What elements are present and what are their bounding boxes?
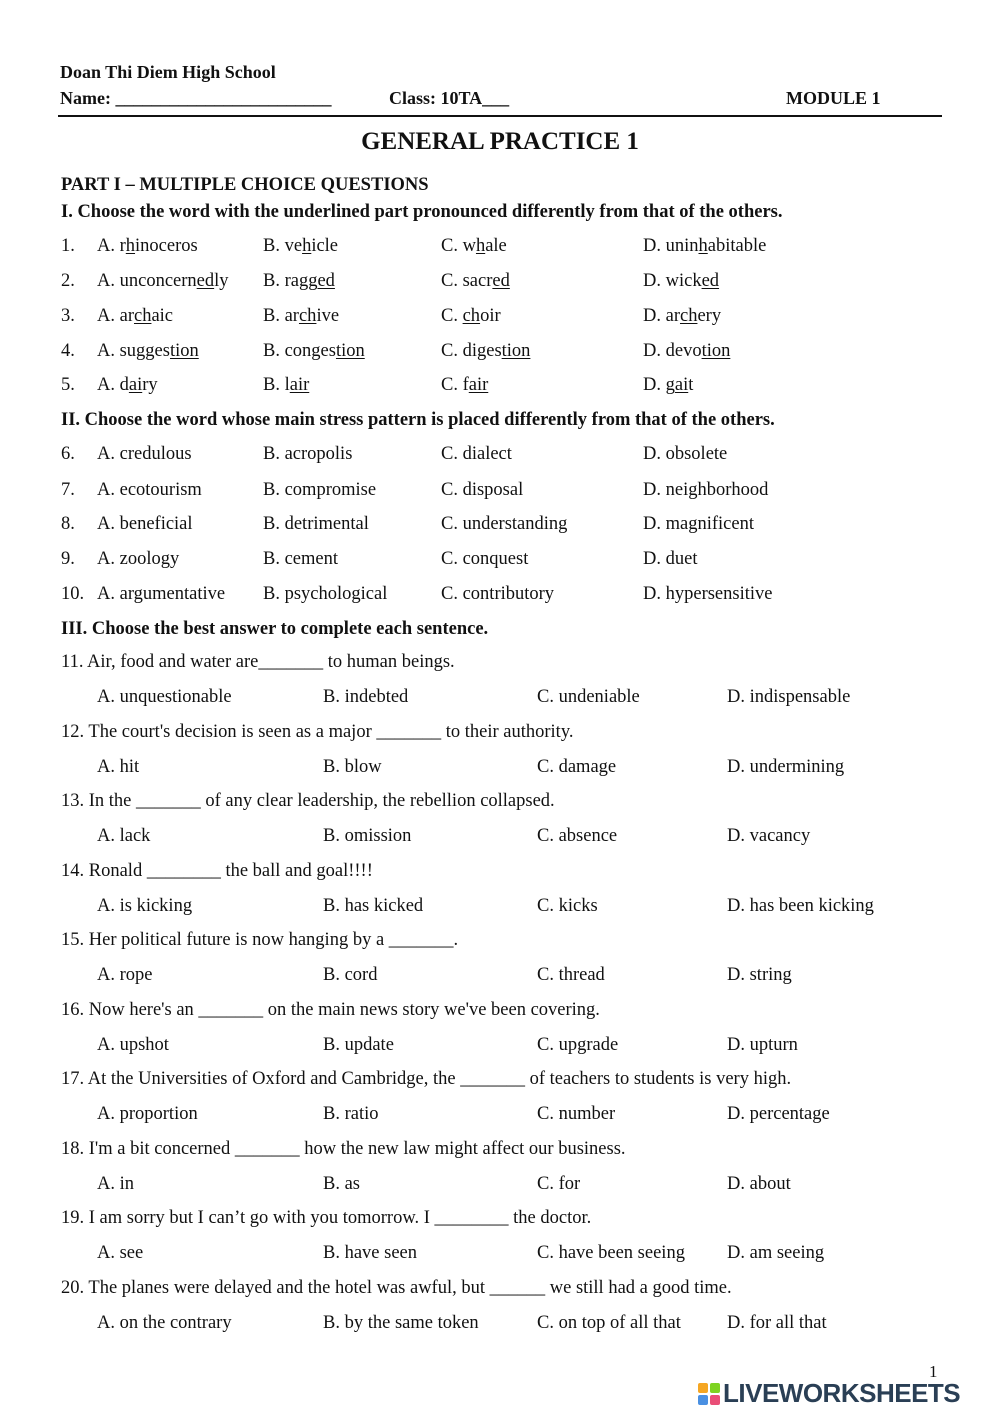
answer-option: C. thread [537, 965, 605, 985]
option-text: C. diges [441, 341, 502, 361]
answer-option: D. about [727, 1173, 791, 1194]
section2-instruction: II. Choose the word whose main stress pattern is placed differently from that of the others. [61, 410, 775, 430]
question-number: 2. [61, 271, 75, 291]
question-stem: 15. Her political future is now hanging by a _______. [61, 930, 459, 950]
answer-option: C. disposal [441, 480, 524, 500]
answer-option: D. obsolete [643, 444, 728, 464]
question-stem: 19. I am sorry but I can’t go with you tomorrow. I ________ the doctor. [61, 1208, 592, 1228]
question-row [0, 549, 1000, 573]
underlined-part: ed [317, 271, 335, 291]
options-row [0, 757, 1000, 781]
answer-option: D. string [727, 965, 792, 985]
option-text: B. l [263, 375, 290, 395]
question-number: 6. [61, 444, 75, 464]
option-text: ery [697, 306, 722, 326]
option-text: C. sacr [441, 271, 493, 291]
answer-option: D. has been kicking [727, 895, 874, 916]
question-stem: 16. Now here's an _______ on the main news story we've been covering. [61, 999, 600, 1020]
answer-option: D. percentage [727, 1104, 830, 1124]
options-row [0, 965, 1000, 989]
logo-text: LIVEWORKSHEETS [723, 1378, 961, 1408]
answer-option: B. psychological [263, 584, 388, 604]
answer-option: D. duet [643, 549, 698, 569]
page-number: 1 [929, 1362, 938, 1381]
question-number: 4. [61, 341, 75, 361]
option-text: A. sugges [97, 341, 170, 361]
options-row [0, 1174, 1000, 1198]
question-stem: 14. Ronald ________ the ball and goal!!!! [61, 860, 373, 881]
answer-option: D. hypersensitive [643, 584, 773, 604]
underlined-part: h [698, 236, 708, 256]
option-text: inoceros [135, 236, 198, 256]
answer-option [441, 271, 510, 292]
answer-option: A. hit [97, 756, 140, 777]
option-text: abitable [707, 236, 767, 256]
question-stem: 13. In the _______ of any clear leadership, the rebellion collapsed. [61, 791, 555, 811]
option-text: D. unin [643, 236, 699, 256]
answer-option: A. beneficial [97, 514, 193, 534]
answer-option: C. contributory [441, 584, 555, 604]
answer-option: B. ratio [323, 1104, 379, 1124]
question-number: 5. [61, 375, 75, 395]
option-text: A. r [97, 236, 126, 256]
answer-option: B. acropolis [263, 444, 353, 464]
option-text: t [688, 375, 694, 395]
answer-option: D. am seeing [727, 1243, 825, 1263]
answer-option: A. argumentative [97, 584, 226, 604]
answer-option [643, 271, 719, 292]
option-text: B. ve [263, 236, 303, 256]
underlined-part: h [475, 236, 486, 256]
question-row [0, 306, 1000, 330]
question-row [0, 480, 1000, 504]
option-text: C. w [441, 236, 476, 256]
answer-option: B. cord [323, 965, 378, 985]
answer-option: C. kicks [537, 895, 598, 916]
answer-option: C. dialect [441, 444, 512, 464]
option-text: D. devo [643, 341, 702, 361]
answer-option: B. cement [263, 549, 339, 569]
answer-option: C. upgrade [537, 1034, 619, 1055]
underlined-part: ed [492, 271, 510, 291]
answer-option [97, 306, 173, 327]
answer-option: A. unquestionable [97, 687, 232, 707]
answer-option: B. has kicked [323, 895, 424, 916]
class-label: Class: 10TA___ [389, 88, 510, 108]
options-row [0, 1104, 1000, 1128]
question-number: 7. [61, 480, 75, 500]
underlined-part: ch [462, 306, 481, 326]
underlined-part: tion [335, 341, 365, 361]
answer-option [643, 236, 766, 257]
option-text: A. d [97, 375, 129, 395]
underlined-part: air [289, 375, 310, 395]
answer-option: B. indebted [323, 687, 409, 707]
options-row [0, 826, 1000, 850]
option-text: B. conges [263, 341, 336, 361]
answer-option: C. understanding [441, 514, 568, 534]
option-text: ale [485, 236, 507, 256]
school-name: Doan Thi Diem High School [60, 62, 276, 82]
answer-option [97, 236, 198, 257]
answer-option: D. indispensable [727, 687, 851, 707]
question-row [0, 375, 1000, 399]
option-text: D. wick [643, 271, 702, 291]
answer-option: A. credulous [97, 444, 192, 464]
answer-option: C. on top of all that [537, 1312, 681, 1333]
answer-option [263, 236, 338, 257]
module-label: MODULE 1 [786, 88, 881, 108]
answer-option [263, 341, 365, 362]
page-title: GENERAL PRACTICE 1 [361, 128, 639, 155]
underlined-part: ch [298, 306, 317, 326]
answer-option: D. upturn [727, 1034, 798, 1055]
answer-option: C. undeniable [537, 687, 640, 707]
options-row [0, 896, 1000, 920]
answer-option: A. zoology [97, 549, 180, 569]
option-text: C. [441, 306, 463, 326]
section1-instruction: I. Choose the word with the underlined part pronounced differently from that of the others. [61, 202, 783, 222]
answer-option [97, 271, 229, 292]
answer-option [263, 375, 309, 396]
option-text: oir [480, 306, 501, 326]
answer-option: D. for all that [727, 1312, 827, 1333]
answer-option: B. omission [323, 826, 412, 846]
question-row [0, 584, 1000, 608]
question-number: 9. [61, 549, 75, 569]
option-text: B. ar [263, 306, 299, 326]
answer-option: D. undermining [727, 756, 845, 777]
answer-option: C. number [537, 1104, 616, 1124]
answer-option [441, 375, 488, 396]
underlined-part: ai [128, 375, 143, 395]
answer-option: B. by the same token [323, 1312, 479, 1333]
underlined-part: tion [169, 341, 199, 361]
answer-option: A. see [97, 1243, 144, 1263]
underlined-part: ed [196, 271, 215, 291]
answer-option: B. update [323, 1034, 394, 1055]
answer-option: A. proportion [97, 1104, 198, 1124]
underlined-part: ch [133, 306, 152, 326]
answer-option [643, 341, 730, 362]
answer-option: A. on the contrary [97, 1312, 232, 1333]
part1-heading: PART I – MULTIPLE CHOICE QUESTIONS [61, 175, 429, 195]
answer-option: B. as [323, 1173, 360, 1194]
underlined-part: ai [674, 375, 689, 395]
answer-option: D. magnificent [643, 514, 754, 534]
question-row [0, 341, 1000, 365]
answer-option: A. rope [97, 965, 153, 985]
underlined-part: h [125, 236, 136, 256]
underlined-part: ed [701, 271, 720, 291]
answer-option [441, 341, 530, 362]
answer-option: D. neighborhood [643, 480, 769, 500]
answer-option [263, 271, 335, 292]
name-label: Name: ________________________ [60, 88, 332, 108]
option-text: icle [311, 236, 339, 256]
option-text: aic [151, 306, 174, 326]
answer-option [643, 306, 721, 327]
answer-option [97, 341, 199, 362]
question-row [0, 514, 1000, 538]
answer-option [263, 306, 339, 327]
answer-option: B. detrimental [263, 514, 369, 534]
answer-option: B. have seen [323, 1243, 418, 1263]
answer-option: A. upshot [97, 1034, 169, 1055]
question-stem: 12. The court's decision is seen as a major _______ to their authority. [61, 721, 574, 742]
answer-option: B. blow [323, 756, 382, 777]
liveworksheets-logo [698, 1378, 993, 1408]
underlined-part: air [468, 375, 489, 395]
question-row [0, 444, 1000, 468]
answer-option [643, 375, 693, 396]
option-text: ry [142, 375, 158, 395]
underlined-part: h [302, 236, 312, 256]
question-stem: 18. I'm a bit concerned _______ how the new law might affect our business. [61, 1138, 626, 1159]
options-row [0, 1313, 1000, 1337]
answer-option [441, 236, 507, 257]
option-text: ly [214, 271, 229, 291]
question-row [0, 236, 1000, 260]
answer-option: C. damage [537, 756, 617, 777]
options-row [0, 1035, 1000, 1059]
option-text: A. unconcern [97, 271, 197, 291]
question-stem: 20. The planes were delayed and the hotel was awful, but ______ we still had a good time. [61, 1277, 732, 1298]
answer-option: C. for [537, 1173, 581, 1194]
question-stem: 11. Air, food and water are_______ to human beings. [61, 652, 455, 672]
question-stem: 17. At the Universities of Oxford and Cambridge, the _______ of teachers to students is very high. [61, 1069, 792, 1089]
options-row [0, 1243, 1000, 1267]
answer-option: A. in [97, 1173, 134, 1194]
question-row [0, 271, 1000, 295]
answer-option: A. ecotourism [97, 480, 202, 500]
underlined-part: tion [701, 341, 731, 361]
answer-option: B. compromise [263, 480, 377, 500]
answer-option [97, 375, 158, 396]
answer-option: A. lack [97, 826, 151, 846]
logo-grid-icon [698, 1383, 720, 1405]
answer-option: C. have been seeing [537, 1243, 685, 1263]
header-line [60, 88, 940, 110]
question-number: 8. [61, 514, 75, 534]
header-divider [58, 115, 942, 117]
underlined-part: ch [679, 306, 698, 326]
option-text: B. ragg [263, 271, 318, 291]
options-row [0, 687, 1000, 711]
option-text: D. g [643, 375, 675, 395]
option-text: D. ar [643, 306, 680, 326]
question-number: 3. [61, 306, 75, 326]
option-text: C. f [441, 375, 469, 395]
question-number: 1. [61, 236, 75, 256]
section3-instruction: III. Choose the best answer to complete each sentence. [61, 619, 489, 639]
question-number: 10. [61, 584, 85, 604]
option-text: A. ar [97, 306, 134, 326]
underlined-part: tion [501, 341, 531, 361]
answer-option: D. vacancy [727, 826, 811, 846]
answer-option: A. is kicking [97, 895, 193, 916]
answer-option: C. absence [537, 826, 618, 846]
answer-option: C. conquest [441, 549, 529, 569]
option-text: ive [316, 306, 340, 326]
answer-option [441, 306, 501, 327]
